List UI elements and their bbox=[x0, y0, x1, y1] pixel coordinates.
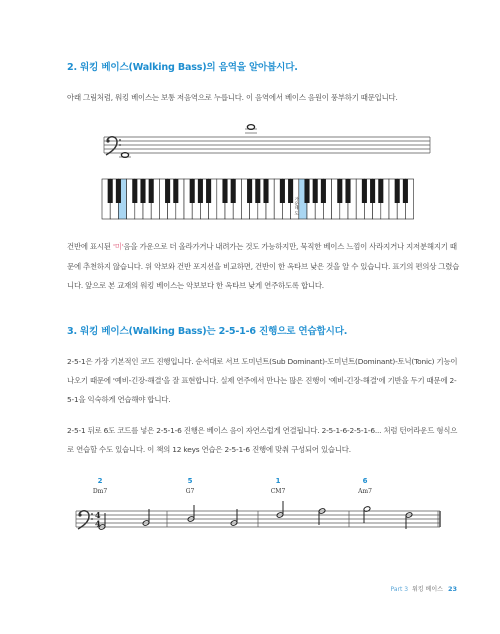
middle-c-label: 가운데 도 bbox=[294, 197, 300, 216]
section-3-para-1: 2-5-1은 가장 기본적인 코드 진행입니다. 순서대로 서브 도미넌트(Sub Dominant)-도미넌트(Dominant)-토닉(Tonic) 기능이 나오기 때문에 '예비-긴장-해결'을 잘 표현합니다. 실제 연주에서 만나는 많은 진행이 '예비-긴장-해결'에 기반을 두기 때문에 2-5-1을 익숙하게 연습해야 합니다. bbox=[67, 357, 458, 404]
half-note bbox=[318, 508, 326, 525]
section-2-intro: 아래 그림처럼, 워킹 베이스는 보통 저음역으로 누릅니다. 이 음역에서 베이스 음원이 풍부하기 때문입니다. bbox=[67, 93, 398, 102]
page-footer bbox=[390, 584, 457, 593]
section-2-heading: 2. 워킹 베이스(Walking Bass)의 음역을 알아봅시다. bbox=[67, 62, 298, 73]
page-number: 23 bbox=[447, 585, 457, 593]
half-note bbox=[405, 512, 413, 529]
half-note bbox=[142, 509, 150, 526]
section-3-para-2: 2-5-1 뒤로 6도 코드를 넣은 2-5-1-6 진행은 베이스 음이 자연스럽게 연결됩니다. 2-5-1-6-2-5-1-6... 처럼 턴어라운드 형식으로 연습할 수도 있습니다. 이 책의 12 keys 연습은 2-5-1-6 진행에 맞춰 구성되어 있습니다. bbox=[67, 426, 458, 454]
half-note bbox=[230, 509, 238, 526]
half-note bbox=[363, 506, 371, 523]
degree-2: 2 bbox=[97, 477, 103, 485]
degree-1: 1 bbox=[275, 477, 281, 485]
body-text-2: 음을 가운으로 더 올라가거나 내려가는 것도 가능하지만, 묵직한 베이스 느낌이 사라지거나 지저분해지기 때문에 추천하지 않습니다. 위 악보와 건반 포지션을 비교하면, 건반이 한 옥타브 낮은 것을 알 수 있습니다. 표기의 편의상 그렸습니다. 앞으로 본 교재의 워킹 베이스는 악보보다 한 옥타브 낮게 연주하도록 합니다. bbox=[67, 242, 460, 290]
footer-title: 워킹 베이스 bbox=[412, 586, 443, 593]
body-text-1: 건반에 표시된 bbox=[67, 242, 113, 251]
chord-cm7: CM7 bbox=[270, 488, 286, 495]
degree-5: 5 bbox=[187, 477, 193, 485]
chord-g7: G7 bbox=[185, 488, 195, 495]
time-signature-bottom: 4 bbox=[95, 518, 101, 529]
half-note bbox=[276, 501, 284, 518]
chord-dm7: Dm7 bbox=[92, 488, 108, 495]
half-notes bbox=[98, 501, 413, 530]
chord-am7: Am7 bbox=[358, 488, 372, 495]
half-note bbox=[187, 505, 195, 522]
degree-6: 6 bbox=[362, 477, 368, 485]
body-highlight: '미' bbox=[112, 242, 124, 251]
section-3-heading: 3. 워킹 베이스(Walking Bass)는 2-5-1-6 진행으로 연습합시다. bbox=[67, 326, 348, 337]
footer-part: Part 3 bbox=[390, 586, 409, 593]
bass-clef-icon bbox=[78, 511, 93, 529]
time-signature-top: 4 bbox=[95, 510, 101, 520]
